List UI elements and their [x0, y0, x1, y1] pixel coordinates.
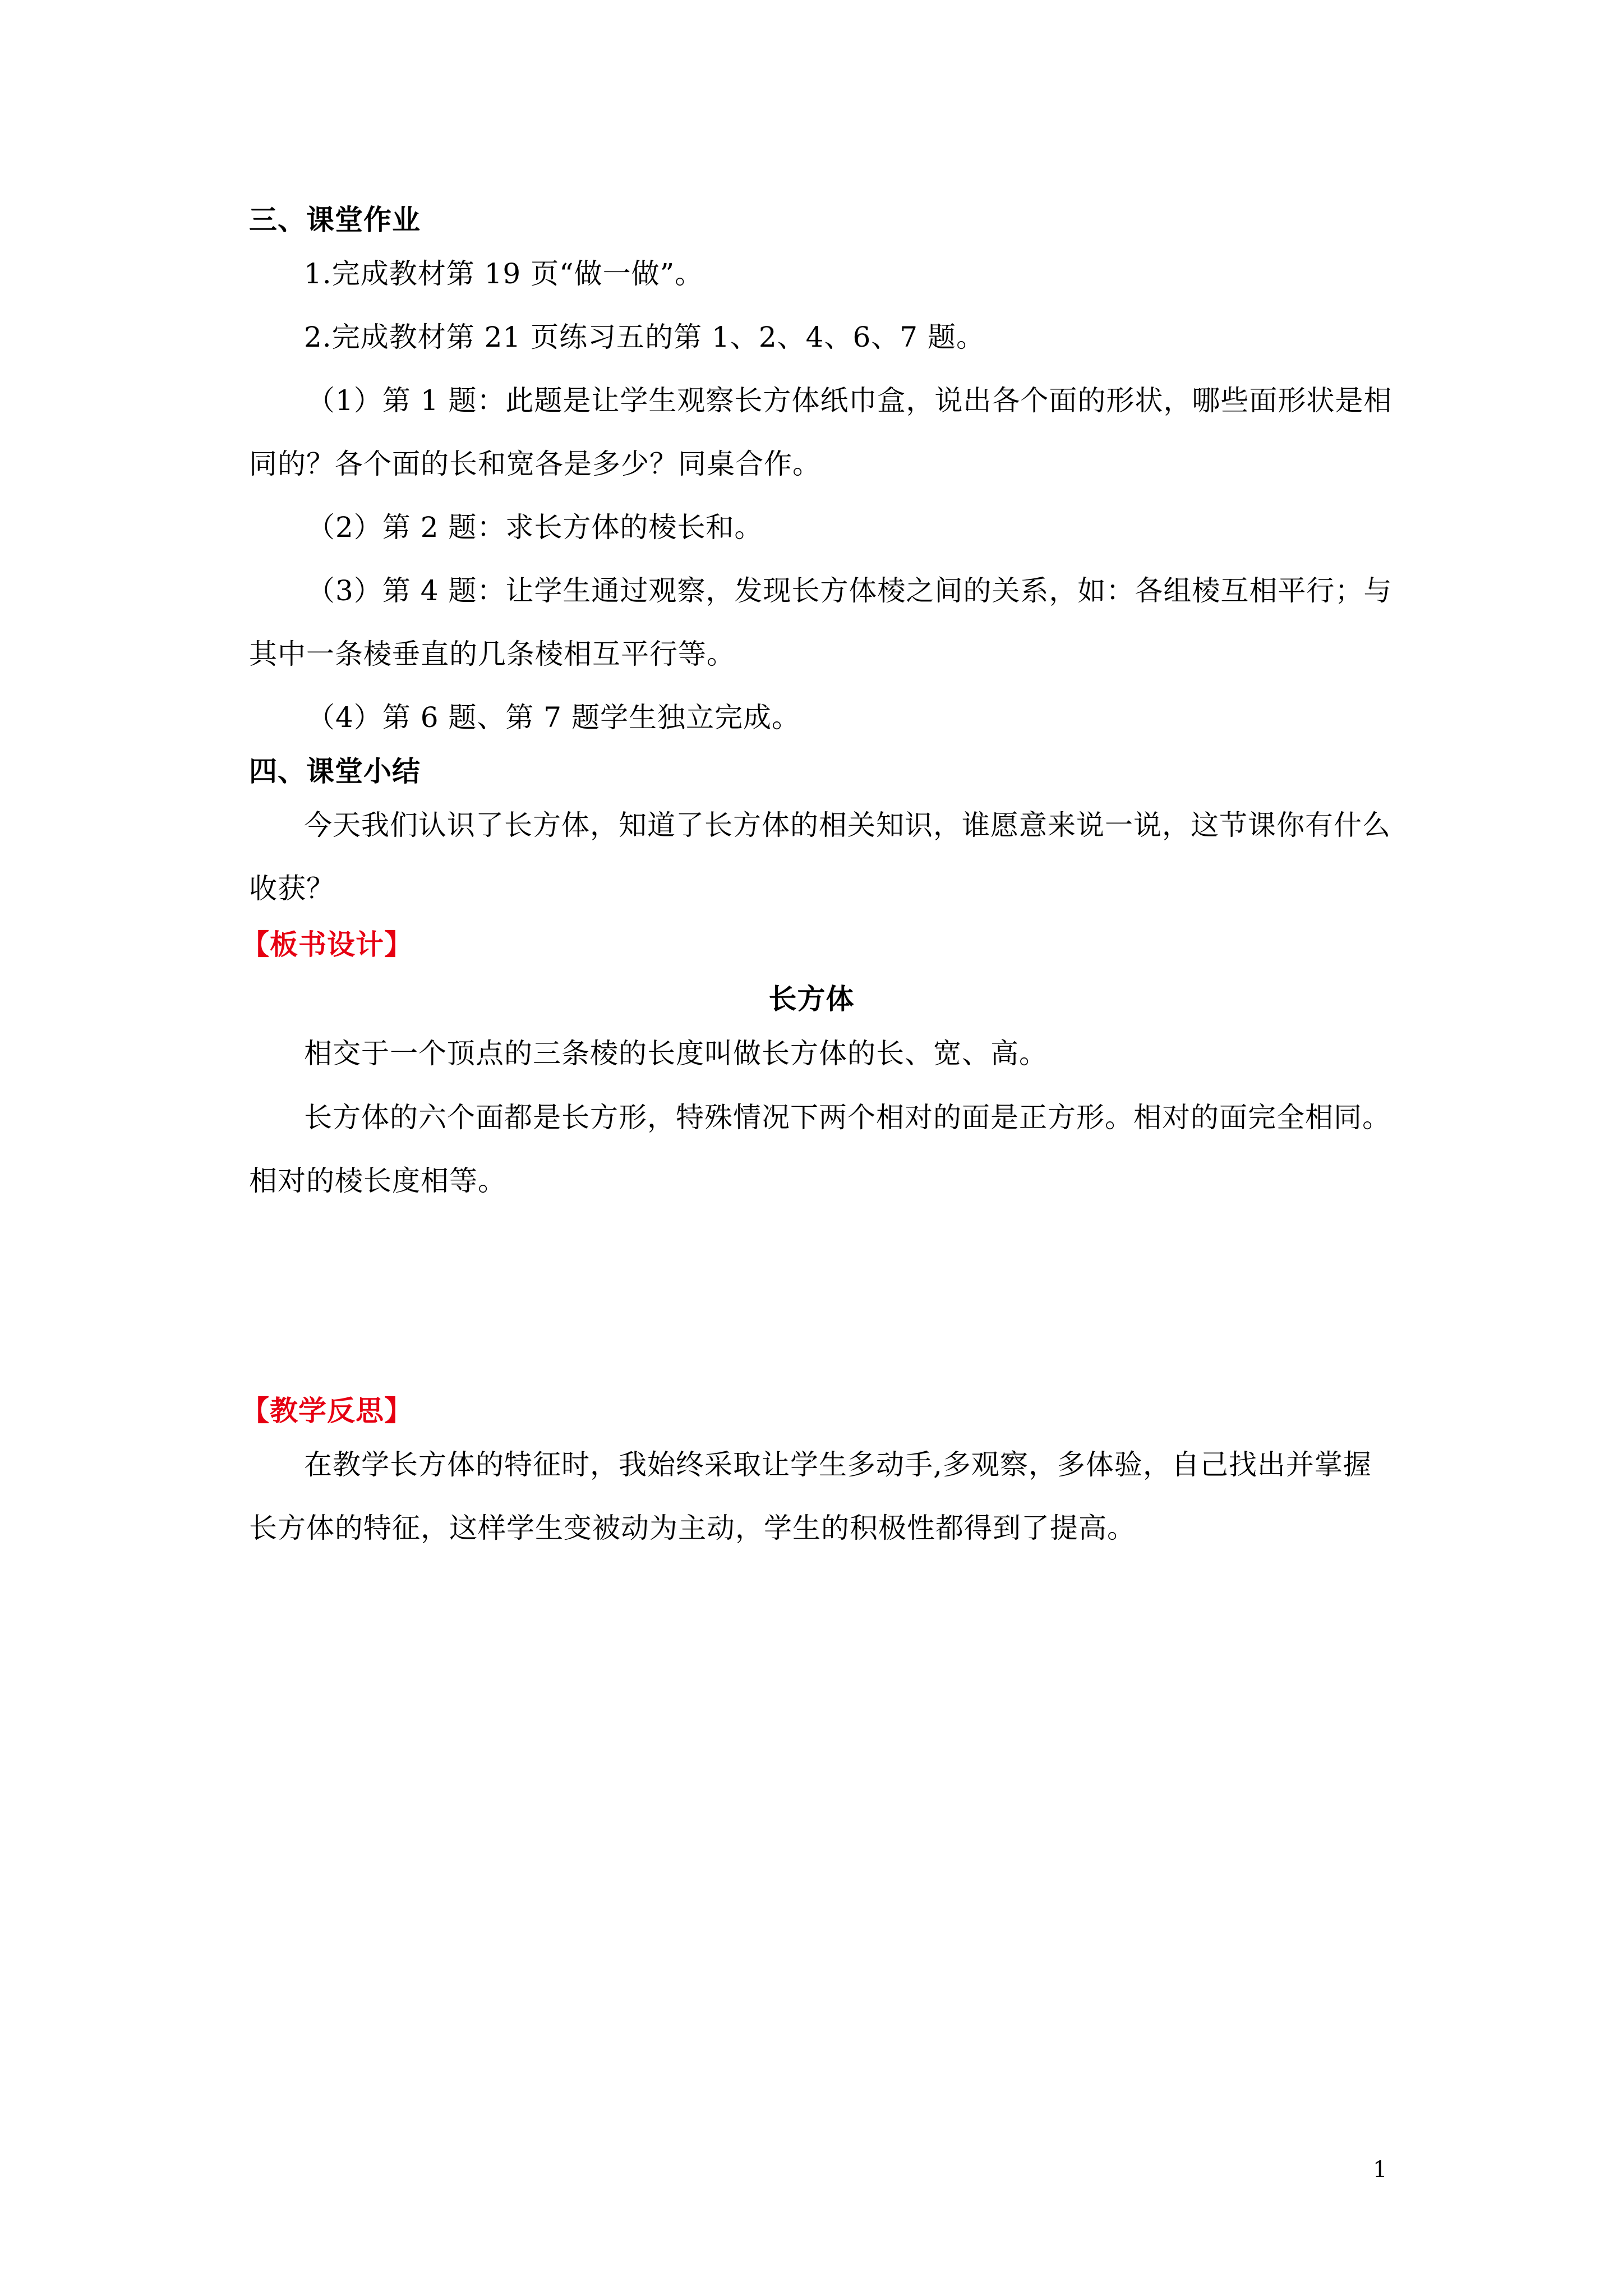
section3-item2: 2.完成教材第 21 页练习五的第 1、2、4、6、7 题。: [304, 321, 985, 353]
section3-heading: 三、课堂作业: [249, 203, 421, 236]
section4-heading: 四、课堂小结: [249, 754, 421, 788]
section3-item1: 1.完成教材第 19 页“做一做”。: [304, 257, 704, 290]
reflection-para-line1: 在教学长方体的特征时，我始终采取让学生多动手,多观察，多体验，自己找出并掌握: [304, 1448, 1372, 1481]
section3-sub4: （4）第 6 题、第 7 题学生独立完成。: [307, 701, 801, 734]
section3-sub3-line1: （3）第 4 题：让学生通过观察，发现长方体棱之间的关系，如：各组棱互相平行；与: [307, 574, 1393, 607]
reflection-para-line2: 长方体的特征，这样学生变被动为主动，学生的积极性都得到了提高。: [249, 1512, 1136, 1544]
board-design-heading: 【板书设计】: [241, 928, 413, 961]
reflection-heading: 【教学反思】: [241, 1394, 413, 1427]
page-number: 1: [1373, 2157, 1387, 2183]
board-title: 长方体: [768, 982, 855, 1015]
section3-sub1-line1: （1）第 1 题：此题是让学生观察长方体纸巾盒，说出各个面的形状，哪些面形状是相: [307, 384, 1393, 417]
board-para2-line2: 相对的棱长度相等。: [249, 1165, 506, 1197]
section4-para-line1: 今天我们认识了长方体，知道了长方体的相关知识，谁愿意来说一说，这节课你有什么: [304, 809, 1391, 841]
section3-sub1-line2: 同的？各个面的长和宽各是多少？同桌合作。: [249, 448, 821, 480]
board-para1: 相交于一个顶点的三条棱的长度叫做长方体的长、宽、高。: [304, 1037, 1048, 1070]
board-para2-line1: 长方体的六个面都是长方形，特殊情况下两个相对的面是正方形。相对的面完全相同。: [304, 1101, 1391, 1134]
section4-para-line2: 收获？: [249, 872, 335, 905]
section3-sub2: （2）第 2 题：求长方体的棱长和。: [307, 511, 763, 544]
section3-sub3-line2: 其中一条棱垂直的几条棱相互平行等。: [249, 638, 735, 670]
